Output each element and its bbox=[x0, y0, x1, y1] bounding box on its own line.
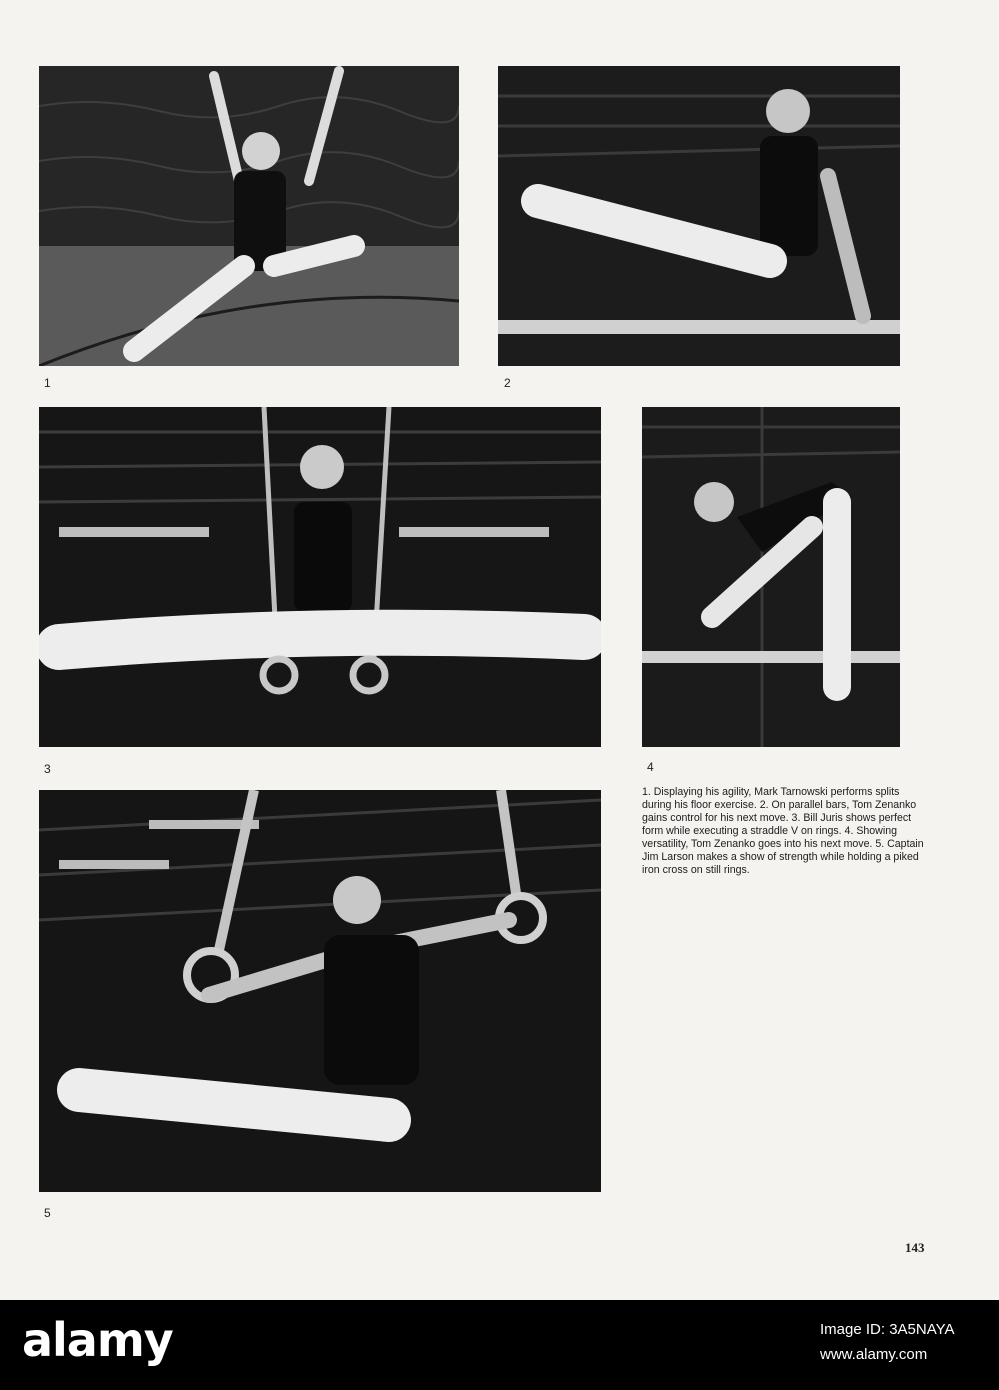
photo-straddle-v-rings bbox=[39, 407, 601, 747]
photo-number-4: 4 bbox=[647, 760, 654, 774]
photo-parallel-bars-move bbox=[642, 407, 900, 747]
alamy-logo: alamy bbox=[22, 1313, 173, 1367]
photo-number-2: 2 bbox=[504, 376, 511, 390]
photo-number-5: 5 bbox=[44, 1206, 51, 1220]
photo-caption: 1. Displaying his agility, Mark Tarnowski performs splits during his floor exercise. 2. On parallel bars, Tom Zenanko gains control for his next move. 3. Bill Juris shows perfect form while executing a straddle V on rings. 4. Showing versatility, Tom Zenanko goes into his next move. 5. Captain Jim Larson makes a show of strength while holding a piked iron cross on still rings. bbox=[642, 786, 924, 876]
site-url: www.alamy.com bbox=[820, 1346, 928, 1363]
photo-number-3: 3 bbox=[44, 762, 51, 776]
photo-number-1: 1 bbox=[44, 376, 51, 390]
photo-iron-cross-rings bbox=[39, 790, 601, 1192]
photo-floor-exercise-splits bbox=[39, 66, 459, 366]
image-id: Image ID: 3A5NAYA bbox=[820, 1321, 955, 1338]
photo-parallel-bars bbox=[498, 66, 900, 366]
page-number: 143 bbox=[905, 1240, 925, 1255]
